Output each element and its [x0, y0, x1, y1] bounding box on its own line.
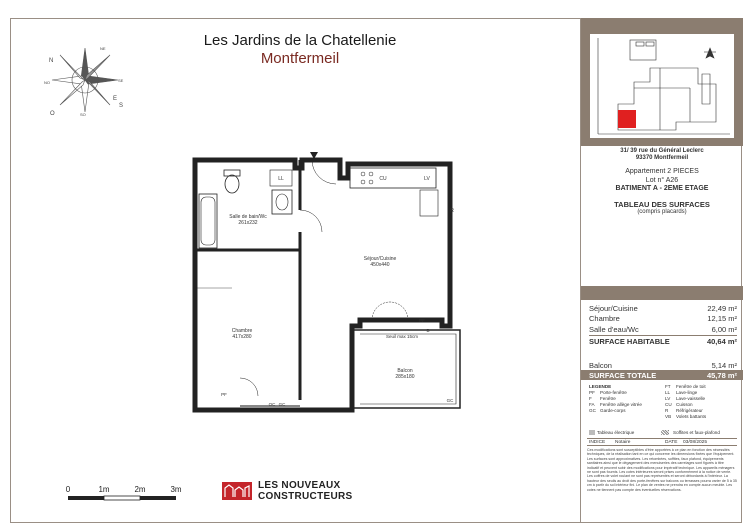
- legend-item: FA Fenêtre allège vitrée: [589, 402, 642, 407]
- label-lv: LV: [424, 176, 430, 182]
- surface-label: Salle d'eau/Wc: [589, 325, 639, 334]
- room-name-chambre: Chambre: [231, 328, 253, 334]
- surface-label: Séjour/Cuisine: [589, 304, 638, 313]
- label-gc-balcon: GC: [446, 398, 454, 403]
- room-name-sejour: Séjour/Cuisine: [363, 256, 397, 262]
- room-dims-bath: 261x232: [238, 220, 258, 226]
- surface-value: 12,15 m²: [707, 314, 737, 323]
- site-plan-map: [590, 34, 734, 138]
- date-value: 03/08/2025: [683, 440, 708, 445]
- room-name-bath: Salle de bain/Wc: [229, 214, 267, 220]
- building-floor: BATIMENT A - 2EME ETAGE: [615, 185, 709, 192]
- surface-label: SURFACE HABITABLE: [589, 337, 670, 346]
- disclaimer-notes: Ces modifications sont susceptibles d'être apportées à ce plan en fonction des nécessités techniques, de la réalisation tant en ce qui concerne les dimensions fixées que l'équipement. Les surfaces sont approximatives. Les retombées, soffites, faux plafond, équipements sanitaires ainsi que le dégagement des menuiseries des carrelages sont figurés à titre indicatif et peuvent subir des modifications pour impératif technique. Les appareils ménagers ne sont pas fournis. Les cotes intérieures seront prises conformément à la notice de vente. Les coffres de volet roulant ne sont pas représentés et seront débordants à l'intérieur. La hauteur des seuils au droit des porte-fenêtres sur balcons ou terrasses pourra varier de 5 à 35 cm à partir du sol intérieur fini. Le plan de ventes ne prendra en compte aucun meuble. Les cotes ne tiennent pas compte des éventuelles réservations.: [587, 448, 737, 492]
- legend-item: PF Porte-fenêtre: [589, 390, 627, 395]
- extra-label: SURFACE TOTALE: [589, 371, 657, 380]
- surface-table-title: TABLEAU DES SURFACES: [614, 200, 710, 209]
- divider: [589, 335, 737, 336]
- legend-title: LEGENDE: [589, 384, 612, 389]
- compass-letter-o: O: [50, 111, 55, 117]
- legend-item: FT Fenêtre de toit: [665, 384, 706, 389]
- room-name-balcon: Balcon: [397, 368, 413, 374]
- label-cu: CU: [379, 176, 387, 182]
- company-logo: [222, 480, 382, 504]
- label-b: B: [426, 328, 430, 333]
- symbol-soffites-label: Soffites et faux-plafond: [673, 430, 720, 435]
- scale-tick-0: 0: [65, 485, 71, 494]
- revision-row: [587, 438, 737, 446]
- index-label: INDICE: [589, 440, 606, 445]
- lot-number: Lot n° A26: [645, 177, 679, 184]
- site-plan-panel: [581, 18, 743, 146]
- logo-mark-icon: [222, 482, 252, 500]
- legend-item: CU Cuisson: [665, 402, 693, 407]
- compass-letter-e: E: [113, 96, 118, 102]
- page-subtitle: Montfermeil: [260, 50, 340, 67]
- compass-letter-ne: NE: [100, 46, 106, 51]
- label-oc: OC: [268, 402, 276, 407]
- info-panel: [580, 18, 742, 523]
- floor-plan: [180, 150, 480, 430]
- logo-line-1: LES NOUVEAUX: [258, 480, 341, 491]
- label-r: R: [450, 208, 454, 214]
- index-value: Notaire: [615, 440, 631, 445]
- compass-letter-n: N: [49, 58, 54, 64]
- compass-letter-se: SE: [118, 78, 124, 83]
- symbol-legend: [581, 430, 743, 438]
- accent-band: [581, 286, 743, 300]
- scale-tick-1: 1m: [98, 485, 110, 494]
- room-dims-sejour: 450x440: [370, 262, 390, 268]
- address-line-2: 93370 Montfermeil: [635, 155, 689, 161]
- compass-icon: [40, 40, 130, 120]
- page-title: Les Jardins de la Chatellenie: [203, 32, 397, 49]
- extra-value: 5,14 m²: [711, 361, 737, 370]
- legend-item: F Fenêtre: [589, 396, 616, 401]
- scale-tick-2: 2m: [134, 485, 146, 494]
- extra-value: 45,78 m²: [706, 371, 737, 380]
- legend-item: GC Garde-corps: [589, 408, 626, 413]
- compass-letter-so: SO: [80, 112, 86, 117]
- lot-highlight: [618, 110, 636, 128]
- label-pf-chambre: PF: [221, 392, 227, 397]
- address-line-1: 31/ 39 rue du Général Leclerc: [620, 148, 704, 154]
- legend-item: LV Lave-vaisselle: [665, 396, 706, 401]
- legend-item: R Réfrigérateur: [665, 408, 703, 413]
- surface-value: 22,49 m²: [707, 304, 737, 313]
- logo-line-2: CONSTRUCTEURS: [258, 491, 353, 502]
- label-seuil: Seuil max 15cm: [385, 334, 419, 339]
- date-label: DATE: [665, 440, 678, 445]
- room-dims-chambre: 417x280: [232, 334, 252, 340]
- surface-label: Chambre: [589, 314, 620, 323]
- label-gc-chambre: GC: [278, 402, 286, 407]
- label-pf-sejour: PF: [419, 318, 425, 323]
- compass-letter-no: NO: [44, 80, 50, 85]
- extra-label: Balcon: [589, 361, 612, 370]
- surface-table-subtitle: (compris placards): [637, 209, 687, 215]
- apartment-type: Appartement 2 PIECES: [625, 168, 699, 175]
- legend-item: VB Volets battants: [665, 414, 707, 419]
- compass-letter-s: S: [119, 103, 124, 109]
- legend: [581, 382, 743, 432]
- room-dims-balcon: 285x180: [395, 374, 415, 380]
- scale-bar: [60, 483, 190, 513]
- soffites-icon: [661, 430, 669, 435]
- label-ll: LL: [278, 176, 284, 182]
- surface-value: 6,00 m²: [711, 325, 737, 334]
- tableau-electrique-icon: [589, 430, 595, 435]
- legend-item: LL Lave-linge: [665, 390, 698, 395]
- surface-value: 40,64 m²: [706, 337, 737, 346]
- scale-tick-3: 3m: [170, 485, 182, 494]
- symbol-tableau-label: Tableau électrique: [597, 430, 635, 435]
